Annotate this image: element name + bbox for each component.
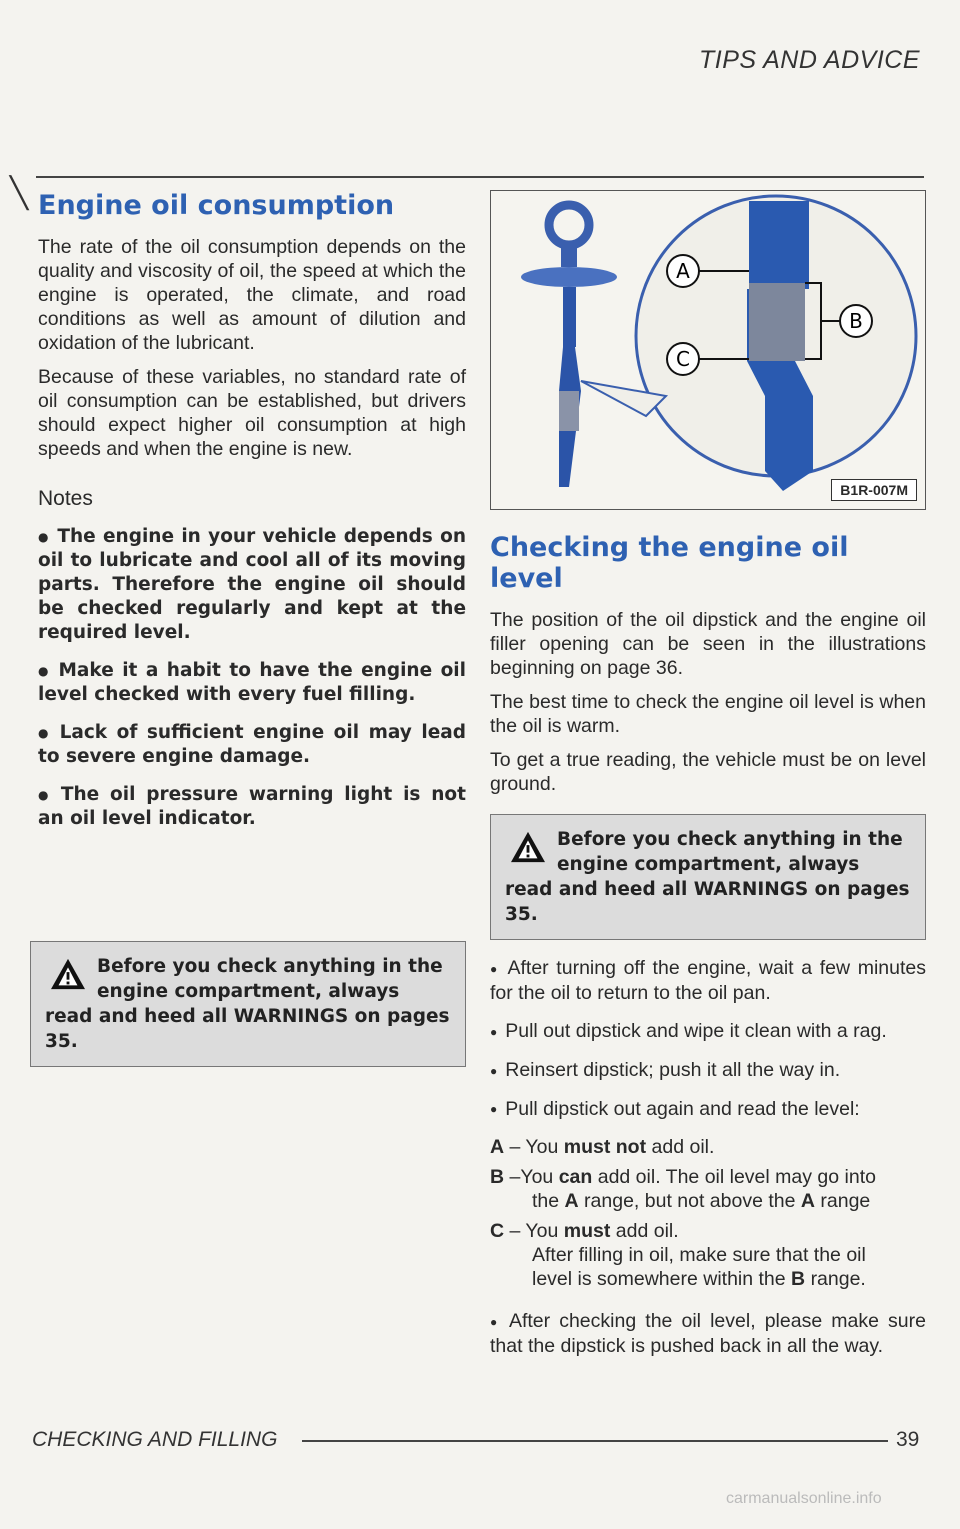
level-text: range.: [810, 1268, 866, 1291]
level-letter: A: [564, 1190, 579, 1213]
level-text: – You: [509, 1220, 559, 1243]
note-item: [38, 659, 466, 707]
left-column: [30, 190, 466, 1067]
note-item: [38, 783, 466, 831]
bullet-icon: ●: [490, 1063, 498, 1078]
step-text: After turning off the engine, wait a few minutes for the oil to return to the oil pan.: [490, 957, 927, 1004]
step-text: Pull out dipstick and wipe it clean with a rag.: [505, 1019, 887, 1042]
level-c-continuation: After filling in oil, make sure that the oil: [532, 1244, 866, 1267]
section-heading-checking-level: Checking the engine oil level: [490, 532, 849, 594]
bullet-icon: ●: [38, 530, 50, 544]
label-c: C: [676, 347, 690, 371]
step-item: [490, 1058, 926, 1083]
bullet-icon: ●: [38, 664, 51, 678]
level-text: level is somewhere within the: [532, 1268, 786, 1291]
header-rule: [36, 176, 924, 178]
paragraph: To get a true reading, the vehicle must be on level ground.: [490, 749, 926, 795]
bullet-icon: ●: [490, 1102, 498, 1117]
note-text: Lack of sufficient engine oil may lead to severe engine damage.: [38, 722, 466, 767]
warning-text: Before you check anything in the engine compartment, always read and heed all WARNINGS on pages 35.: [45, 956, 450, 1052]
paragraph: The rate of the oil consumption depends on the quality and viscosity of oil, the speed at which the engine is operated, the climate, and road conditions as well as amount of dilution and oxidation of the lubricant.: [38, 236, 466, 354]
level-emphasis: must: [563, 1220, 611, 1243]
step-item: [490, 1019, 926, 1044]
warning-triangle-icon: [49, 957, 87, 991]
level-c: [490, 1219, 926, 1291]
corner-mark: ╲: [10, 177, 29, 210]
level-emphasis: must not: [563, 1136, 647, 1159]
dipstick-drawing: [491, 191, 925, 509]
right-column: [490, 190, 926, 1372]
level-letter: C: [490, 1220, 505, 1243]
note-item: [38, 525, 466, 645]
level-emphasis: can: [558, 1166, 593, 1189]
warning-text: Before you check anything in the engine compartment, always read and heed all WARNINGS on pages 35.: [505, 829, 910, 925]
section-heading-oil-consumption: Engine oil consumption: [38, 190, 395, 221]
note-text: Make it a habit to have the engine oil level checked with every fuel filling.: [38, 660, 466, 705]
level-letter: B: [490, 1166, 505, 1189]
level-text: add oil.: [651, 1136, 715, 1159]
footer-section: CHECKING AND FILLING: [32, 1428, 278, 1451]
level-text: the: [532, 1190, 560, 1213]
level-b: [490, 1165, 926, 1213]
bullet-icon: ●: [490, 1024, 498, 1039]
level-b-continuation: [490, 1189, 926, 1213]
paragraph: Because of these variables, no standard rate of oil consumption can be established, but drivers should expect higher oil consumption at high speeds and when the engine is new.: [38, 366, 466, 460]
running-header: TIPS AND ADVICE: [699, 46, 920, 74]
warning-box: [490, 814, 926, 940]
footer-rule: [302, 1440, 888, 1442]
note-item: [38, 721, 466, 769]
watermark: carmanualsonline.info: [726, 1490, 882, 1507]
step-text: Pull dipstick out again and read the level:: [505, 1097, 860, 1120]
paragraph: The best time to check the engine oil level is when the oil is warm.: [490, 691, 926, 737]
bullet-icon: ●: [490, 961, 500, 976]
step-item: [490, 956, 926, 1005]
level-text: add oil.: [615, 1220, 679, 1243]
paragraph: The position of the oil dipstick and the engine oil filler opening can be seen in the illustrations beginning on page 36.: [490, 609, 926, 679]
level-text: – You: [509, 1136, 559, 1159]
bullet-icon: ●: [490, 1315, 501, 1330]
step-text: After checking the oil level, please make sure that the dipstick is pushed back in all the way.: [490, 1310, 926, 1358]
level-letter: B: [791, 1268, 806, 1291]
figure-code: B1R-007M: [831, 479, 917, 501]
notes-title: Notes: [38, 487, 93, 510]
bullet-icon: ●: [38, 726, 52, 740]
level-a: [490, 1135, 926, 1159]
step-item: [490, 1097, 926, 1122]
step-text: Reinsert dipstick; push it all the way in.: [505, 1058, 841, 1081]
page-number: 39: [896, 1428, 920, 1451]
dipstick-illustration: [490, 190, 926, 510]
level-letter: A: [800, 1190, 815, 1213]
level-text: range, but not above the: [584, 1190, 796, 1213]
level-text: add oil. The oil level may go into: [597, 1166, 876, 1189]
step-item: [490, 1309, 926, 1358]
label-a: A: [676, 259, 690, 283]
level-text: range: [820, 1190, 871, 1213]
level-c-continuation: [490, 1267, 926, 1291]
label-b: B: [849, 309, 863, 333]
warning-triangle-icon: [509, 830, 547, 864]
warning-box: [30, 941, 466, 1067]
level-text: –You: [509, 1166, 554, 1189]
note-text: The oil pressure warning light is not an oil level indicator.: [38, 784, 466, 829]
level-letter: A: [490, 1136, 505, 1159]
bullet-icon: ●: [38, 788, 53, 802]
note-text: The engine in your vehicle depends on oil to lubricate and cool all of its moving parts. Therefore the engine oil should be checked regularly and kept at the required level.: [38, 526, 466, 643]
